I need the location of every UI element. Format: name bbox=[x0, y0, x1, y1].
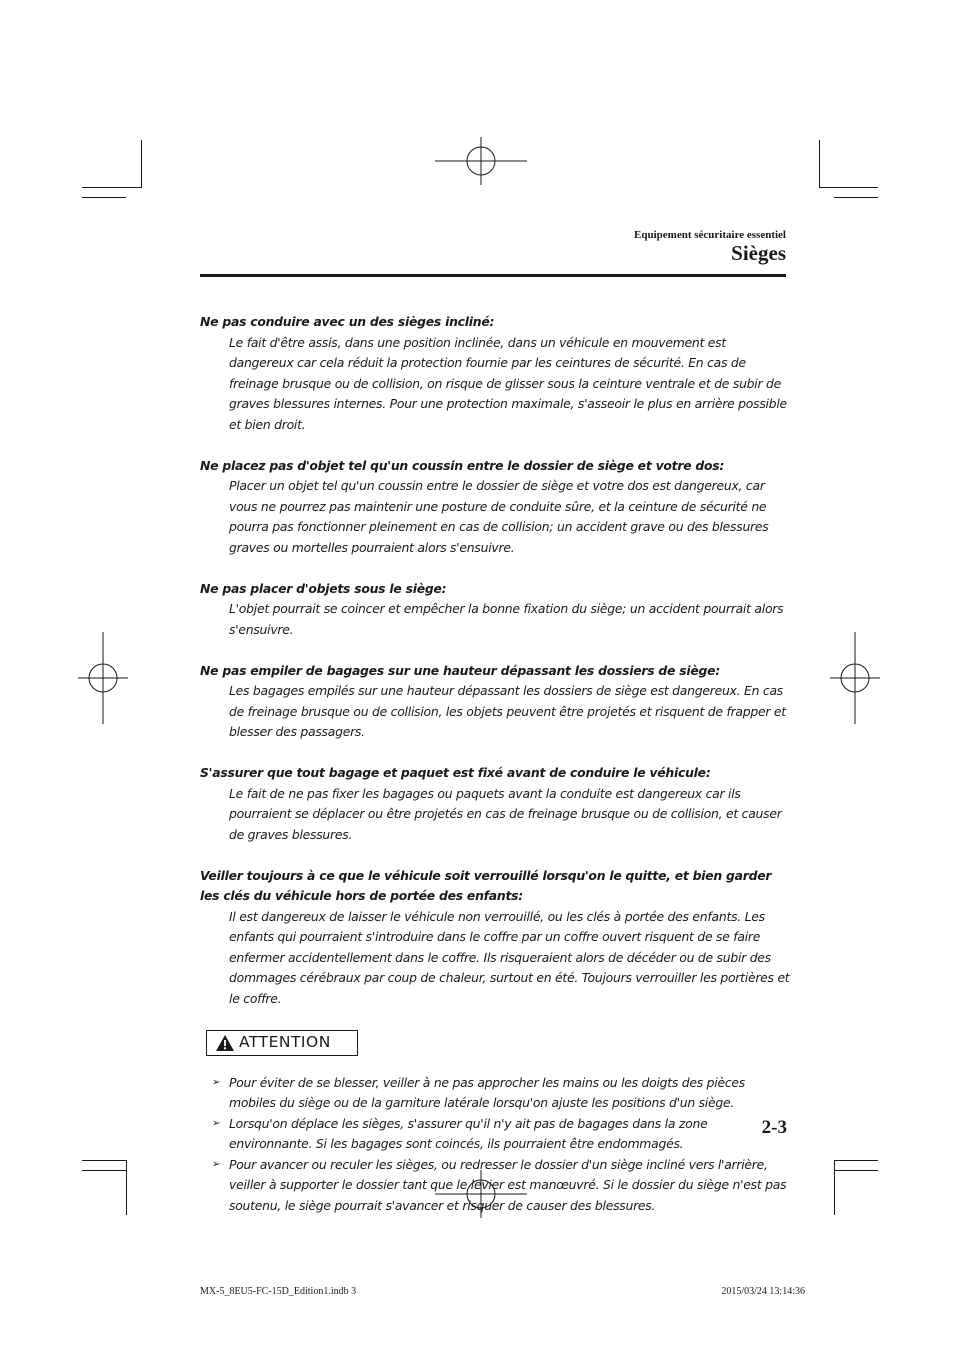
footer-timestamp: 2015/03/24 13:14:36 bbox=[721, 1286, 805, 1297]
caution-item-text: Pour avancer ou reculer les sièges, ou redresser le dossier d'un siège incliné vers l'arrière, veiller à supporter le dossier tant que le levier est manœuvré. Si le dossier du siège n'est pas soutenu, le siège pourrait s'avancer et risquer de causer des blessures. bbox=[229, 1156, 787, 1213]
warning-body: Le fait de ne pas fixer les bagages ou paquets avant la conduite est dangereux car ils pourraient se déplacer ou être projetés en cas de freinage brusque ou de collision, et causer de graves blessures. bbox=[229, 785, 782, 842]
warning-heading: Ne pas conduire avec un des sièges incliné: bbox=[200, 314, 495, 329]
caution-list bbox=[200, 1073, 790, 1217]
section-title: Equipement sécuritaire essentiel bbox=[634, 229, 786, 241]
caution-item bbox=[200, 1155, 790, 1217]
footer-file: MX-5_8EU5-FC-15D_Edition1.indb 3 bbox=[200, 1286, 357, 1297]
registration-mark-left bbox=[78, 632, 128, 724]
warning-block bbox=[200, 312, 790, 435]
caution-item bbox=[200, 1073, 790, 1114]
registration-mark-top bbox=[435, 137, 527, 185]
warning-heading: Veiller toujours à ce que le véhicule soit verrouillé lorsqu'on le quitte, et bien garder les clés du véhicule hors de portée des enfants: bbox=[200, 867, 772, 903]
warning-body: Il est dangereux de laisser le véhicule non verrouillé, ou les clés à portée des enfants. Les enfants qui pourraient s'introduire dans le coffre par un coffre ouvert risquent de se faire enfermer accidentellement dans le coffre. Ils risqueraient alors de décéder ou de subir des dommages cérébraux par coup de chaleur, surtout en été. Toujours verrouiller les portières et le coffre. bbox=[229, 908, 790, 1006]
arrow-bullet-icon: ➢ bbox=[212, 1158, 221, 1170]
arrow-bullet-icon: ➢ bbox=[212, 1076, 221, 1088]
warning-heading: S'assurer que tout bagage et paquet est fixé avant de conduire le véhicule: bbox=[200, 765, 711, 780]
warning-block bbox=[200, 661, 790, 743]
caution-item-text: Pour éviter de se blesser, veiller à ne pas approcher les mains ou les doigts des pièces mobiles du siège ou de la garniture latérale lorsqu'on ajuste les positions d'un siège. bbox=[229, 1074, 746, 1110]
page-number: 2-3 bbox=[761, 1117, 787, 1138]
warning-body: Le fait d'être assis, dans une position inclinée, dans un véhicule en mouvement est dangereux car cela réduit la protection fournie par les ceintures de sécurité. En cas de freinage brusque ou de collision, on risque de glisser sous la ceinture ventrale et de subir de graves blessures internes. Pour une protection maximale, s'asseoir le plus en arrière possible et bien droit. bbox=[229, 334, 787, 432]
warning-block bbox=[200, 866, 790, 1010]
warning-heading: Ne placez pas d'objet tel qu'un coussin entre le dossier de siège et votre dos: bbox=[200, 457, 725, 473]
warning-triangle-icon bbox=[215, 1034, 235, 1052]
caution-label: ATTENTION bbox=[239, 1033, 331, 1052]
page-content bbox=[200, 312, 790, 1216]
caution-item bbox=[200, 1114, 790, 1155]
page-title: Sièges bbox=[731, 241, 786, 265]
warning-body: Les bagages empilés sur une hauteur dépassant les dossiers de siège est dangereux. En cas de freinage brusque ou de collision, les objets peuvent être projetés et risquent de frapper et blesser des passagers. bbox=[229, 683, 786, 739]
warning-heading: Ne pas empiler de bagages sur une hauteur dépassant les dossiers de siège: bbox=[200, 662, 721, 678]
arrow-bullet-icon: ➢ bbox=[212, 1117, 221, 1129]
header-divider bbox=[200, 274, 786, 277]
warning-block bbox=[200, 763, 790, 845]
warning-body: L'objet pourrait se coincer et empêcher la bonne fixation du siège; un accident pourrait alors s'ensuivre. bbox=[229, 601, 784, 637]
registration-mark-right bbox=[830, 632, 880, 724]
caution-item-text: Lorsqu'on déplace les sièges, s'assurer qu'il n'y ait pas de bagages dans la zone environnante. Si les bagages sont coincés, ils pourraient être endommagés. bbox=[229, 1115, 708, 1151]
warning-block bbox=[200, 456, 790, 559]
warning-heading: Ne pas placer d'objets sous le siège: bbox=[200, 580, 447, 596]
warning-block bbox=[200, 579, 790, 641]
caution-label-box bbox=[206, 1030, 358, 1056]
warning-body: Placer un objet tel qu'un coussin entre le dossier de siège et votre dos est dangereux, car vous ne pourrez pas maintenir une posture de conduite sûre, et la ceinture de sécurité ne pourra pas fonctionner pleinement en cas de collision; un accident grave ou des blessures graves ou mortelles pourraient alors s'ensuivre. bbox=[229, 478, 769, 555]
